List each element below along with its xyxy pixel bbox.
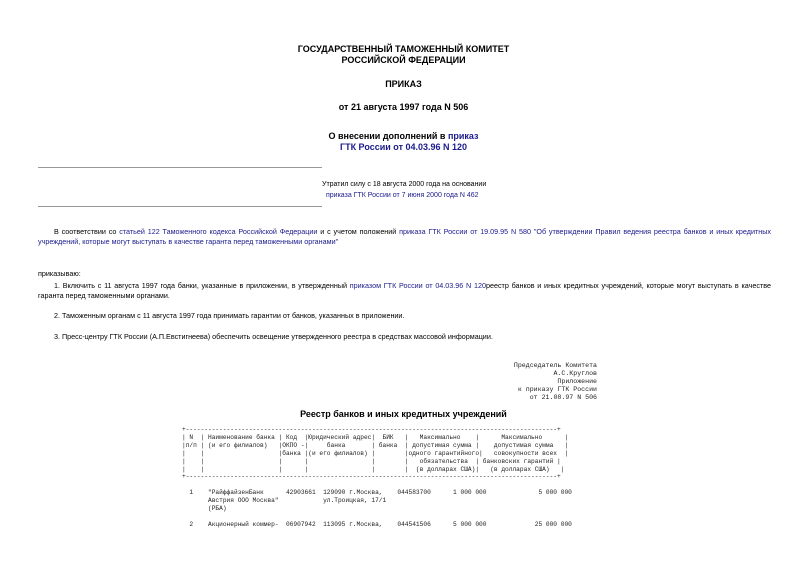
title-order-link[interactable]: приказ — [447, 131, 479, 141]
divider-top — [38, 167, 322, 168]
status-repeal-link[interactable]: приказа ГТК России от 7 июня 2000 года N 462 — [326, 192, 479, 199]
doc-title-line1 — [0, 131, 807, 141]
item-2: 2. Таможенным органам с 11 августа 1997 года принимать гарантии от банков, указанных в приложении. — [54, 311, 405, 320]
registry-title: Реестр банков и иных кредитных учреждений — [300, 409, 507, 419]
doc-title-prefix: О внесении дополнений в — [328, 131, 448, 141]
status-text: Утратил силу с 18 августа 2000 года на основании — [322, 181, 487, 188]
item-1-text-a: 1. Включить с 11 августа 1997 года банки, указанные в приложении, в утвержденный — [54, 281, 350, 290]
signature-line-1: Председатель Комитета — [513, 362, 597, 369]
org-name-line2: РОССИЙСКОЙ ФЕДЕРАЦИИ — [341, 55, 466, 65]
order-120-link[interactable]: приказом ГТК России от 04.03.96 N 120 — [349, 281, 486, 290]
item-1 — [38, 281, 771, 301]
preamble-paragraph — [38, 227, 771, 247]
appendix-line-1: Приложение — [557, 378, 597, 385]
preamble-text-2: и с учетом положений — [317, 227, 400, 236]
org-name-line1: ГОСУДАРСТВЕННЫЙ ТАМОЖЕННЫЙ КОМИТЕТ — [297, 44, 510, 54]
item-3: 3. Пресс-центру ГТК России (А.П.Евстигнеева) обеспечить освещение утвержденного реестра в средствах массовой информации. — [54, 332, 493, 341]
doc-date: от 21 августа 1997 года N 506 — [338, 102, 469, 112]
item-1-text-b: реестр банков и иных кредитных учреждений, которые могут выступать в качестве гаранта перед таможенными органами. — [38, 281, 771, 300]
appendix-line-3: от 21.08.97 N 506 — [529, 394, 597, 401]
doc-type: ПРИКАЗ — [385, 79, 422, 89]
status-link-line — [326, 191, 479, 201]
title-order-ref-link[interactable]: ГТК России от 04.03.96 N 120 — [339, 142, 468, 152]
divider-bottom — [38, 206, 322, 207]
order-word: приказываю: — [38, 269, 81, 278]
signature-line-2: А.С.Круглов — [553, 370, 597, 377]
doc-title-line2 — [0, 142, 807, 152]
preamble-text-1: В соответствии со — [54, 227, 120, 236]
customs-code-link[interactable]: статьей 122 Таможенного кодекса Российской Федерации — [119, 227, 318, 236]
registry-table: +----------------------------------------------------------------------------------------------------+ | N | Наименование банка | Код |Юридический адрес| БИК | Максимально | Максимально | |п/п | (и его филиалов) |ОКПО -| банка | банка | допустимая сумма | допустимая сумма | | | |банка |(и его филиалов) | |одного гарантийного| совокупности всех | | | | | | | обязательства | банковских гарантий | | | | | | | (в долларах США)| (в долларах США) | +----------------------------------------------------------------------------------------------------+ 1 "РайффайзенБанк 42903661 129090 г.Москва, 044583700 1 000 000 5 000 000 Австрия ООО Москва" ул.Троицкая, 17/1 (РБА) 2 Акционерный коммер- 06907942 113095 г.Москва, 044541506 5 000 000 25 000 000 — [182, 426, 572, 528]
order-580-link[interactable]: приказа ГТК России от 19.09.95 N 580 "Об утверждении Правил ведения реестра банков и иных кредитных учреждений, которые могут выступать в качестве гаранта перед таможенными органами" — [38, 227, 771, 246]
appendix-line-2: к приказу ГТК России — [517, 386, 597, 393]
